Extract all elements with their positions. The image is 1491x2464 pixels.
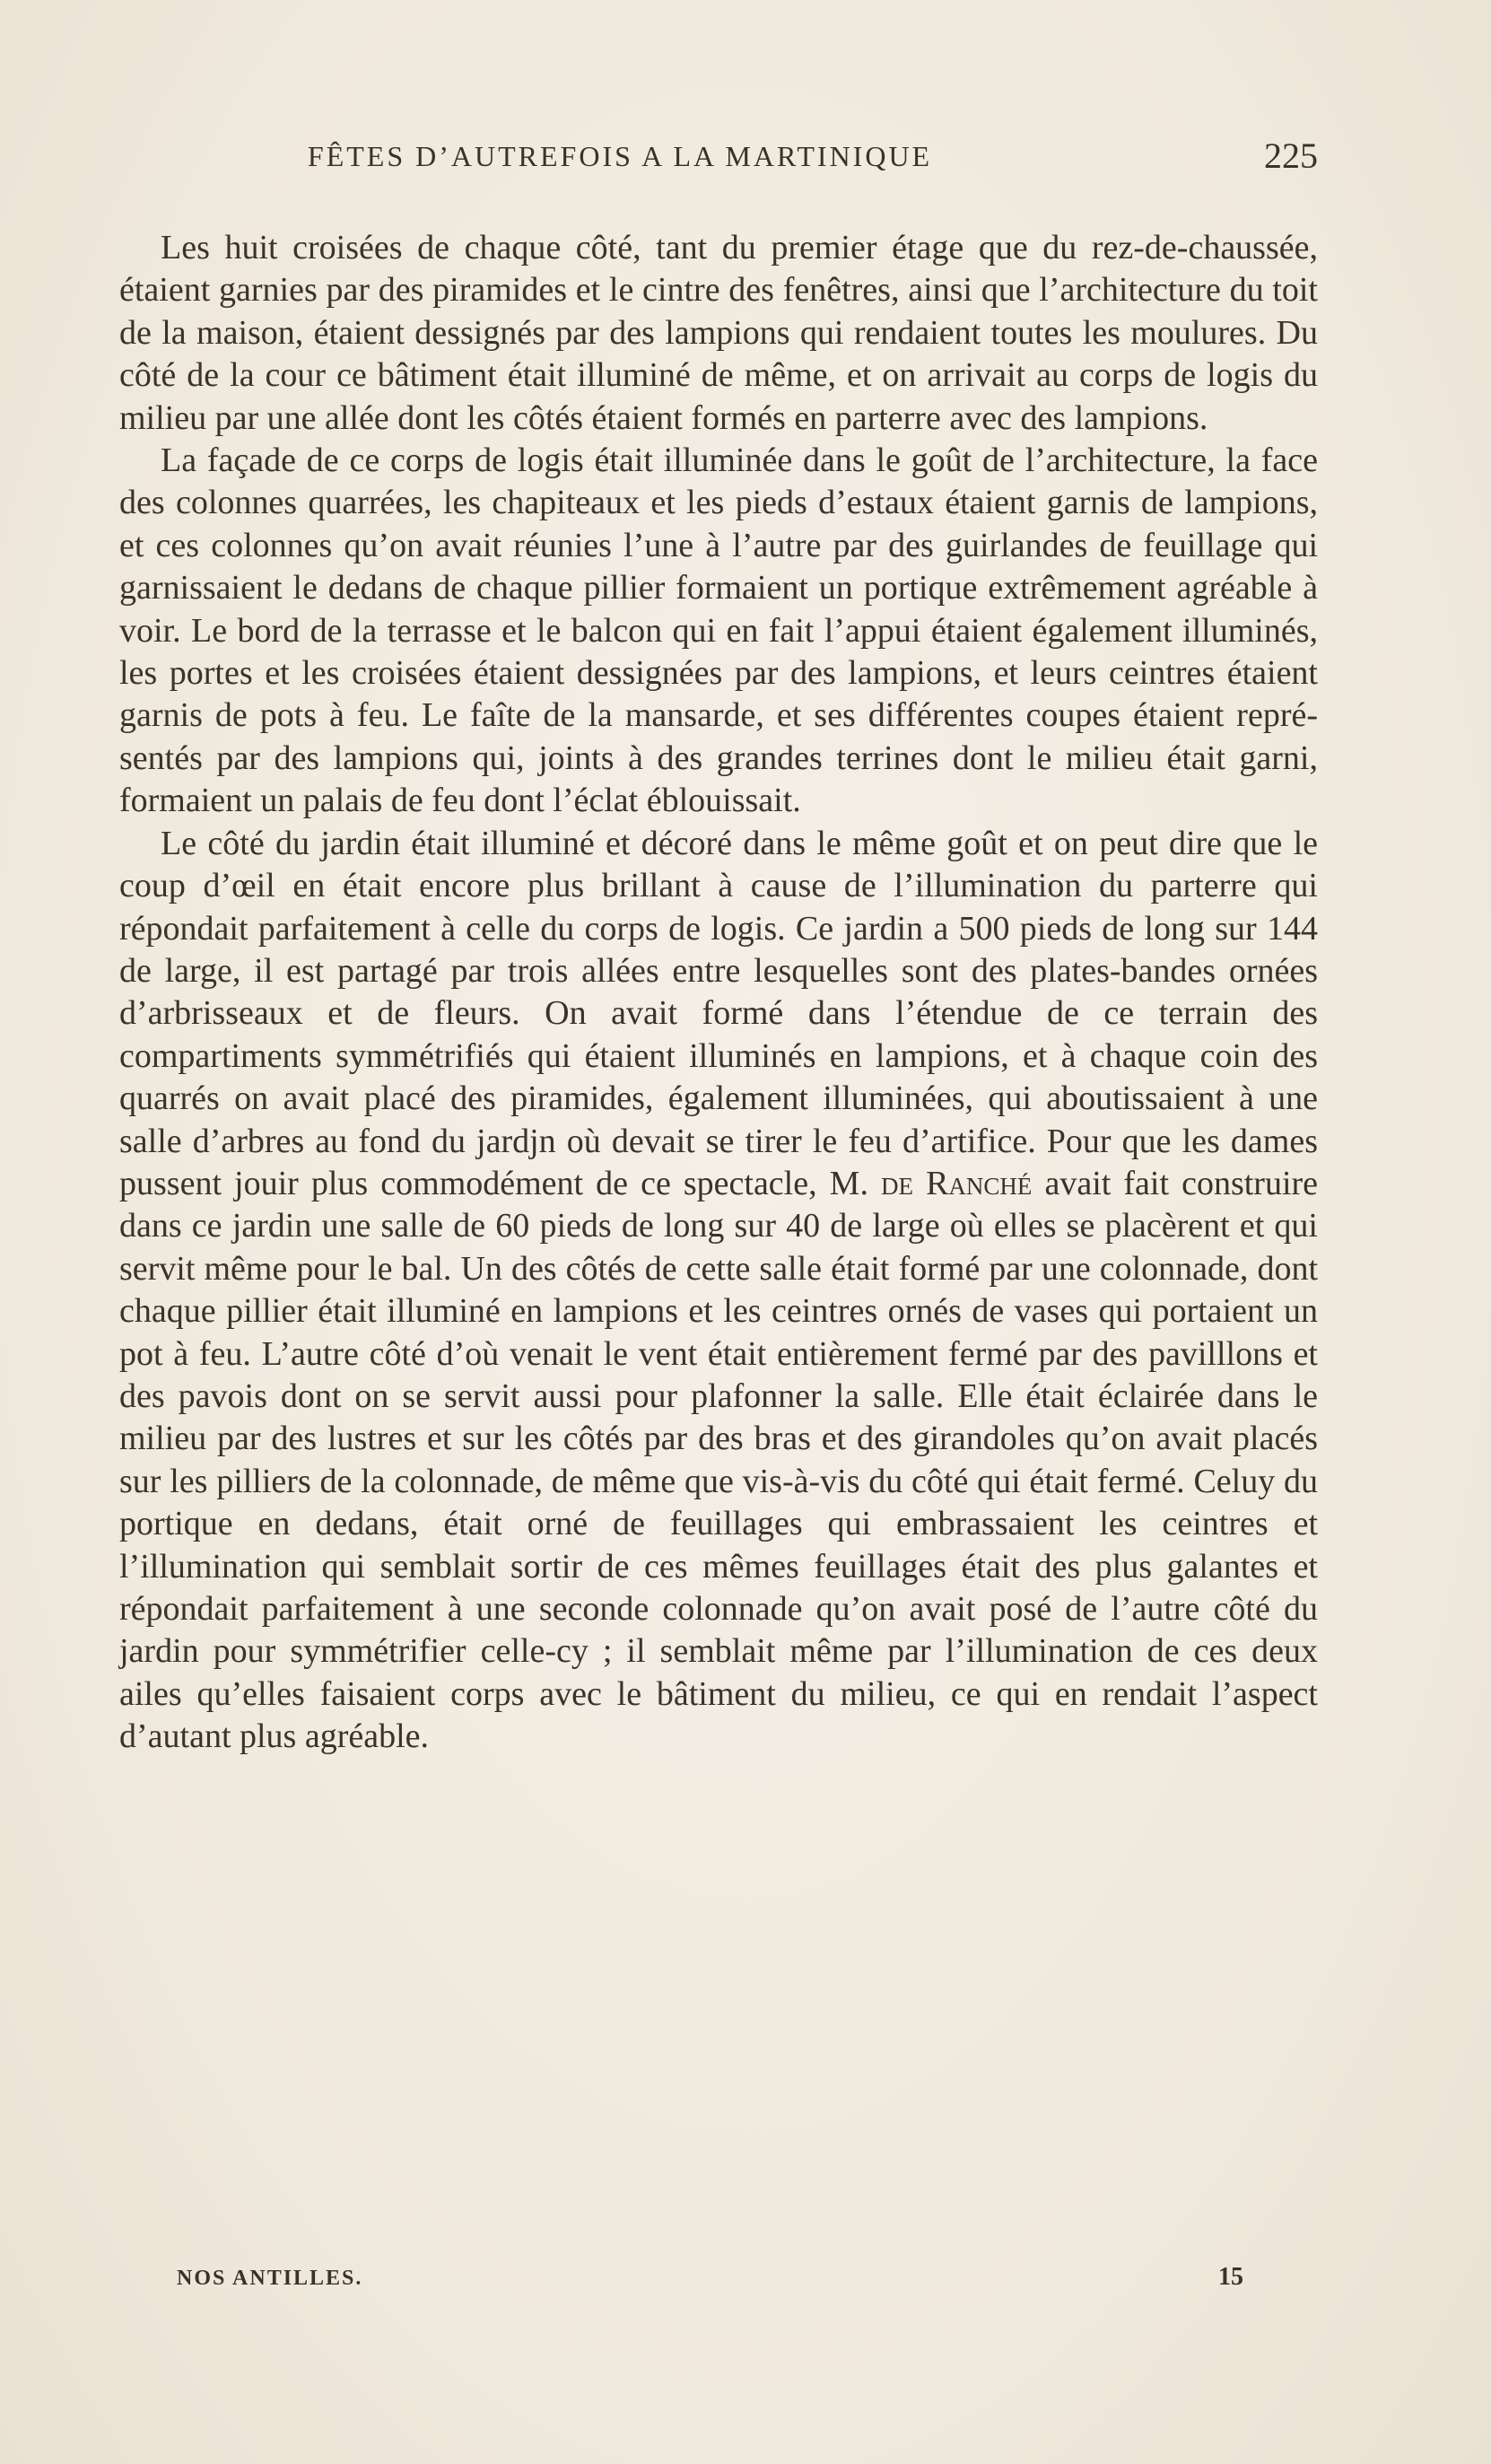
printer-signature: NOS ANTILLES.	[177, 2267, 363, 2290]
running-head	[119, 135, 1318, 185]
paragraph-1: Les huit croisées de chaque côté, tant du premier étage que du rez-de-chaussée, étaient garnies par des piramides et le cintre des fenêtres, ainsi que l’architecture du toit de la maison, étaient dessignés par des lampions qui rendaient toutes les moulures. Du côté de la cour ce bâtiment était illuminé de même, et on arrivait au corps de logis du milieu par une allée dont les côtés étaient formés en parterre avec des lampions.	[119, 229, 1318, 437]
signature-number: 15	[1218, 2263, 1243, 2291]
paragraph-3-text-a: Le côté du jardin était illuminé et décoré dans le même goût et on peut dire que le coup d’œil en était encore plus brillant à cause de l’illumination du parterre qui répondait parfaitement à celle du corps de logis. Ce jardin a 500 pieds de long sur 144 de large, il est partagé par trois allées entre lesquelles sont des plates-bandes ornées d’arbrisseaux et de fleurs. On avait formé dans l’étendue de ce terrain des compartiments symmétrifiés qui étaient illuminés en lampions, et à chaque coin des quarrés on avait placé des piramides, également illuminées, qui aboutissaient à une salle d’arbres au fond du jardjn où devait se tirer le feu d’artifice. Pour que les dames pussent jouir plus commodément de ce spectacle, M.	[119, 824, 1318, 1202]
paragraph-2: La façade de ce corps de logis était illuminée dans le goût de l’architecture, la face des colonnes quarrées, les chapiteaux et les pieds d’estaux étaient garnis de lampions, et ces colonnes qu’on avait réunies l’une à l’autre par des guirlandes de feuillage qui garnissaient le dedans de chaque pillier formaient un portique extrêmement agréable à voir. Le bord de la terrasse et le balcon qui en fait l’appui étaient également illuminés, les portes et les croisées étaient dessignées par des lampions, et leurs ceintres étaient garnis de pots à feu. Le faîte de la mansarde, et ses différentes coupes étaient représentés par des lampions qui, joints à des grandes terrines dont le milieu était garni, formaient un palais de feu dont l’éclat éblouissait.	[119, 441, 1318, 820]
paragraph-3-text-b: avait fait construire dans ce jardin une salle de 60 pieds de long sur 40 de large où elles se placèrent et qui servit même pour le bal. Un des côtés de cette salle était formé par une colonnade, dont chaque pillier était illuminé en lampions et les ceintres ornés de vases qui portaient un pot à feu. L’autre côté d’où venait le vent était entièrement fermé par des pavilllons et des pavois dont on se servit aussi pour plafonner la salle. Elle était éclairée dans le milieu par des lustres et sur les côtés par des bras et des girandoles qu’on avait placés sur les pilliers de la colonnade, de même que vis-à-vis du côté qui était fermé. Celuy du portique en dedans, était orné de feuillages qui embrassaient les ceintres et l’illumination qui semblait sortir de ces mêmes feuillages était des plus galantes et répondait parfaitement à une seconde colonnade qu’on avait posé de l’autre côté du jardin pour symmétrifier celle-cy ; il semblait même par l’illumination de ces deux ailes qu’elles faisaient corps avec le bâtiment du milieu, ce qui en rendait l’aspect d’autant plus agréable.	[119, 1164, 1319, 1756]
paragraph-3	[119, 823, 1318, 1759]
page-number: 225	[1264, 135, 1318, 176]
page-footer	[119, 2263, 1318, 2302]
body-text	[119, 227, 1318, 1759]
name-particle: de	[881, 1164, 914, 1202]
person-name: Ranché	[926, 1164, 1033, 1202]
running-title: FÊTES D’AUTREFOIS A LA MARTINIQUE	[307, 140, 933, 172]
